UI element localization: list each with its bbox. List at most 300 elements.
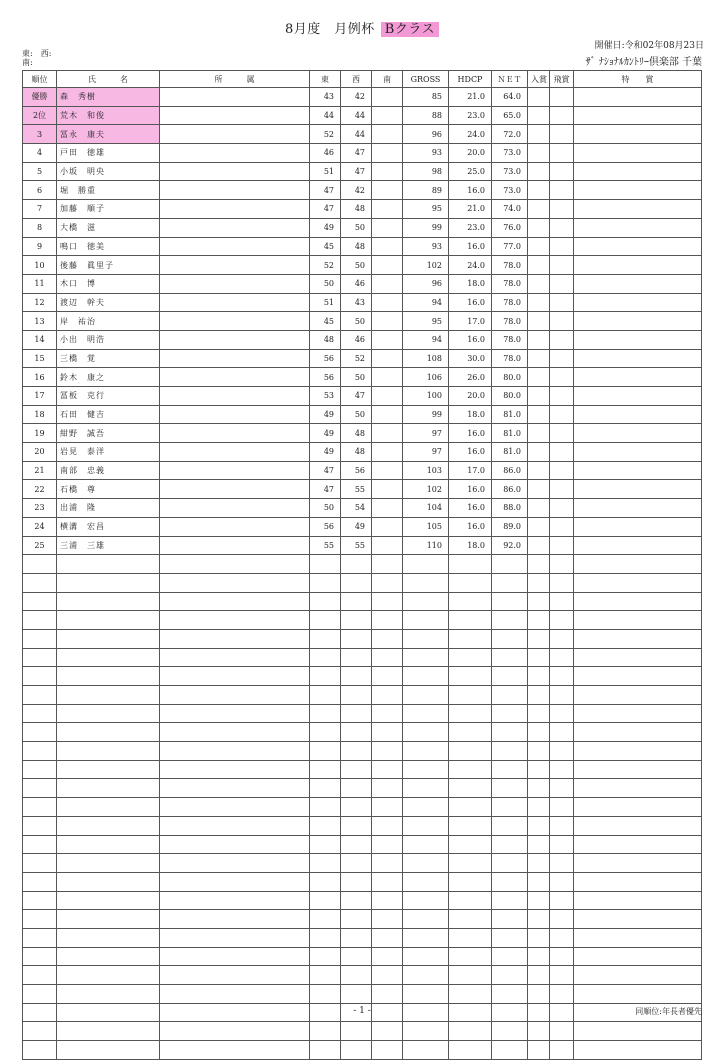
hdcp-value: 16.0 bbox=[449, 499, 492, 518]
west-score: 47 bbox=[341, 387, 372, 406]
name bbox=[57, 704, 160, 723]
gross-score bbox=[403, 947, 449, 966]
west-score: 55 bbox=[341, 480, 372, 499]
east-score bbox=[310, 629, 341, 648]
east-score bbox=[310, 686, 341, 705]
flight-prize-mark bbox=[550, 742, 574, 761]
table-row bbox=[23, 742, 702, 761]
net-score bbox=[492, 891, 528, 910]
affiliation bbox=[160, 667, 310, 686]
net-score bbox=[492, 779, 528, 798]
name bbox=[57, 891, 160, 910]
net-score: 78.0 bbox=[492, 312, 528, 331]
hdcp-value: 16.0 bbox=[449, 443, 492, 462]
east-score: 50 bbox=[310, 274, 341, 293]
hdcp-value: 16.0 bbox=[449, 330, 492, 349]
east-score bbox=[310, 555, 341, 574]
east-score: 56 bbox=[310, 349, 341, 368]
east-score bbox=[310, 667, 341, 686]
east-score: 49 bbox=[310, 218, 341, 237]
flight-prize-mark bbox=[550, 629, 574, 648]
gross-score bbox=[403, 742, 449, 761]
net-score: 74.0 bbox=[492, 200, 528, 219]
special-prize bbox=[574, 480, 702, 499]
affiliation bbox=[160, 891, 310, 910]
hdcp-value: 30.0 bbox=[449, 349, 492, 368]
rank bbox=[23, 667, 57, 686]
hdcp-value: 17.0 bbox=[449, 461, 492, 480]
special-prize bbox=[574, 854, 702, 873]
prize-mark bbox=[528, 125, 550, 144]
table-row bbox=[23, 629, 702, 648]
gross-score: 108 bbox=[403, 349, 449, 368]
rank: 21 bbox=[23, 461, 57, 480]
name bbox=[57, 573, 160, 592]
south-score bbox=[372, 125, 403, 144]
name: 加藤 順子 bbox=[57, 200, 160, 219]
name bbox=[57, 742, 160, 761]
results-table bbox=[22, 70, 702, 1060]
special-prize bbox=[574, 387, 702, 406]
table-row bbox=[23, 200, 702, 219]
south-score bbox=[372, 835, 403, 854]
special-prize bbox=[574, 779, 702, 798]
name: 渡辺 幹夫 bbox=[57, 293, 160, 312]
flight-prize-mark bbox=[550, 181, 574, 200]
net-score: 65.0 bbox=[492, 106, 528, 125]
gross-score: 98 bbox=[403, 162, 449, 181]
prize-mark bbox=[528, 88, 550, 107]
table-row bbox=[23, 144, 702, 163]
gross-score bbox=[403, 872, 449, 891]
affiliation bbox=[160, 835, 310, 854]
hdcp-value bbox=[449, 966, 492, 985]
flight-prize-mark bbox=[550, 555, 574, 574]
affiliation bbox=[160, 966, 310, 985]
gross-score: 102 bbox=[403, 480, 449, 499]
prize-mark bbox=[528, 144, 550, 163]
south-score bbox=[372, 443, 403, 462]
hdcp-value: 20.0 bbox=[449, 144, 492, 163]
tie-note: 同順位:年長者優先 bbox=[635, 1007, 702, 1016]
special-prize bbox=[574, 106, 702, 125]
east-score: 45 bbox=[310, 312, 341, 331]
affiliation bbox=[160, 88, 310, 107]
name: 三浦 三雄 bbox=[57, 536, 160, 555]
net-score bbox=[492, 835, 528, 854]
east-score bbox=[310, 1041, 341, 1060]
affiliation bbox=[160, 742, 310, 761]
hdcp-value bbox=[449, 910, 492, 929]
prize-mark bbox=[528, 555, 550, 574]
hdcp-value bbox=[449, 611, 492, 630]
rank: 15 bbox=[23, 349, 57, 368]
special-prize bbox=[574, 144, 702, 163]
hdcp-value: 24.0 bbox=[449, 256, 492, 275]
special-prize bbox=[574, 330, 702, 349]
east-score: 52 bbox=[310, 256, 341, 275]
gross-score: 96 bbox=[403, 274, 449, 293]
prize-mark bbox=[528, 573, 550, 592]
hdcp-value: 20.0 bbox=[449, 387, 492, 406]
affiliation bbox=[160, 162, 310, 181]
net-score bbox=[492, 1022, 528, 1041]
flight-prize-mark bbox=[550, 368, 574, 387]
west-score bbox=[341, 573, 372, 592]
affiliation bbox=[160, 854, 310, 873]
prize-mark bbox=[528, 461, 550, 480]
rank bbox=[23, 928, 57, 947]
hdcp-value: 23.0 bbox=[449, 106, 492, 125]
west-score: 48 bbox=[341, 443, 372, 462]
east-score: 49 bbox=[310, 443, 341, 462]
table-row bbox=[23, 424, 702, 443]
flight-prize-mark bbox=[550, 985, 574, 1004]
rank: 13 bbox=[23, 312, 57, 331]
rank: 11 bbox=[23, 274, 57, 293]
rank bbox=[23, 985, 57, 1004]
special-prize bbox=[574, 592, 702, 611]
gross-score bbox=[403, 648, 449, 667]
page-number: - 1 - bbox=[353, 1006, 371, 1016]
column-header: 飛賞 bbox=[550, 71, 574, 88]
prize-mark bbox=[528, 1041, 550, 1060]
hdcp-value bbox=[449, 667, 492, 686]
name bbox=[57, 667, 160, 686]
east-score bbox=[310, 704, 341, 723]
south-score bbox=[372, 274, 403, 293]
south-score bbox=[372, 144, 403, 163]
south-score bbox=[372, 387, 403, 406]
table-row bbox=[23, 218, 702, 237]
special-prize bbox=[574, 704, 702, 723]
east-score: 49 bbox=[310, 405, 341, 424]
affiliation bbox=[160, 499, 310, 518]
east-score bbox=[310, 760, 341, 779]
table-row bbox=[23, 760, 702, 779]
south-score bbox=[372, 499, 403, 518]
gross-score bbox=[403, 891, 449, 910]
table-row bbox=[23, 106, 702, 125]
prize-mark bbox=[528, 872, 550, 891]
net-score bbox=[492, 1041, 528, 1060]
prize-mark bbox=[528, 200, 550, 219]
rank: 20 bbox=[23, 443, 57, 462]
prize-mark bbox=[528, 910, 550, 929]
name bbox=[57, 760, 160, 779]
net-score bbox=[492, 854, 528, 873]
gross-score bbox=[403, 1041, 449, 1060]
flight-prize-mark bbox=[550, 237, 574, 256]
gross-score: 93 bbox=[403, 144, 449, 163]
flight-prize-mark bbox=[550, 218, 574, 237]
rank bbox=[23, 798, 57, 817]
west-score bbox=[341, 891, 372, 910]
net-score bbox=[492, 629, 528, 648]
gross-score bbox=[403, 910, 449, 929]
rank bbox=[23, 947, 57, 966]
name bbox=[57, 648, 160, 667]
hdcp-value: 16.0 bbox=[449, 181, 492, 200]
rank: 23 bbox=[23, 499, 57, 518]
net-score: 78.0 bbox=[492, 293, 528, 312]
east-score: 47 bbox=[310, 461, 341, 480]
flight-prize-mark bbox=[550, 854, 574, 873]
south-score bbox=[372, 872, 403, 891]
east-score bbox=[310, 854, 341, 873]
affiliation bbox=[160, 274, 310, 293]
prize-mark bbox=[528, 312, 550, 331]
gross-score bbox=[403, 928, 449, 947]
west-score bbox=[341, 611, 372, 630]
west-score: 50 bbox=[341, 312, 372, 331]
hdcp-value bbox=[449, 816, 492, 835]
special-prize bbox=[574, 667, 702, 686]
net-score bbox=[492, 798, 528, 817]
special-prize bbox=[574, 517, 702, 536]
south-score bbox=[372, 1022, 403, 1041]
prize-mark bbox=[528, 928, 550, 947]
gross-score bbox=[403, 966, 449, 985]
special-prize bbox=[574, 1041, 702, 1060]
net-score: 88.0 bbox=[492, 499, 528, 518]
rank bbox=[23, 779, 57, 798]
east-score: 51 bbox=[310, 293, 341, 312]
table-row bbox=[23, 1041, 702, 1060]
west-score bbox=[341, 835, 372, 854]
name bbox=[57, 798, 160, 817]
table-row bbox=[23, 723, 702, 742]
gross-score bbox=[403, 760, 449, 779]
west-score: 46 bbox=[341, 274, 372, 293]
south-score bbox=[372, 573, 403, 592]
name: 大橋 滋 bbox=[57, 218, 160, 237]
net-score: 92.0 bbox=[492, 536, 528, 555]
net-score: 86.0 bbox=[492, 461, 528, 480]
affiliation bbox=[160, 330, 310, 349]
rank: 25 bbox=[23, 536, 57, 555]
name bbox=[57, 555, 160, 574]
affiliation bbox=[160, 443, 310, 462]
table-row bbox=[23, 1022, 702, 1041]
prize-mark bbox=[528, 723, 550, 742]
hdcp-value: 18.0 bbox=[449, 536, 492, 555]
affiliation bbox=[160, 461, 310, 480]
gross-score: 95 bbox=[403, 200, 449, 219]
name bbox=[57, 816, 160, 835]
affiliation bbox=[160, 349, 310, 368]
south-score bbox=[372, 985, 403, 1004]
flight-prize-mark bbox=[550, 573, 574, 592]
west-score: 44 bbox=[341, 106, 372, 125]
hdcp-value: 23.0 bbox=[449, 218, 492, 237]
column-header: 入賞 bbox=[528, 71, 550, 88]
table-row bbox=[23, 125, 702, 144]
east-score bbox=[310, 835, 341, 854]
prize-mark bbox=[528, 1022, 550, 1041]
prize-mark bbox=[528, 667, 550, 686]
flight-prize-mark bbox=[550, 517, 574, 536]
affiliation bbox=[160, 106, 310, 125]
gross-score bbox=[403, 854, 449, 873]
flight-prize-mark bbox=[550, 667, 574, 686]
east-score: 47 bbox=[310, 480, 341, 499]
special-prize bbox=[574, 424, 702, 443]
name: 横溝 宏昌 bbox=[57, 517, 160, 536]
affiliation bbox=[160, 910, 310, 929]
net-score: 73.0 bbox=[492, 162, 528, 181]
east-score: 48 bbox=[310, 330, 341, 349]
flight-prize-mark bbox=[550, 592, 574, 611]
rank: 18 bbox=[23, 405, 57, 424]
gross-score bbox=[403, 667, 449, 686]
name bbox=[57, 629, 160, 648]
affiliation bbox=[160, 985, 310, 1004]
table-row bbox=[23, 648, 702, 667]
table-row bbox=[23, 966, 702, 985]
name bbox=[57, 686, 160, 705]
west-score: 44 bbox=[341, 125, 372, 144]
hdcp-value bbox=[449, 686, 492, 705]
special-prize bbox=[574, 461, 702, 480]
prize-mark bbox=[528, 499, 550, 518]
affiliation bbox=[160, 218, 310, 237]
prize-mark bbox=[528, 368, 550, 387]
net-score: 72.0 bbox=[492, 125, 528, 144]
table-row bbox=[23, 854, 702, 873]
gross-score bbox=[403, 555, 449, 574]
column-header: 所 属 bbox=[160, 71, 310, 88]
hdcp-value bbox=[449, 891, 492, 910]
table-row bbox=[23, 816, 702, 835]
net-score bbox=[492, 704, 528, 723]
south-score bbox=[372, 760, 403, 779]
west-score bbox=[341, 816, 372, 835]
rank: 8 bbox=[23, 218, 57, 237]
east-score bbox=[310, 573, 341, 592]
hdcp-value bbox=[449, 928, 492, 947]
hdcp-value bbox=[449, 985, 492, 1004]
affiliation bbox=[160, 181, 310, 200]
west-score: 47 bbox=[341, 144, 372, 163]
table-row bbox=[23, 928, 702, 947]
special-prize bbox=[574, 536, 702, 555]
west-score: 48 bbox=[341, 424, 372, 443]
east-score bbox=[310, 966, 341, 985]
rank: 2位 bbox=[23, 106, 57, 125]
hdcp-value bbox=[449, 798, 492, 817]
name bbox=[57, 723, 160, 742]
south-score bbox=[372, 218, 403, 237]
hdcp-value bbox=[449, 573, 492, 592]
east-score: 56 bbox=[310, 517, 341, 536]
affiliation bbox=[160, 405, 310, 424]
net-score bbox=[492, 573, 528, 592]
affiliation bbox=[160, 555, 310, 574]
net-score: 77.0 bbox=[492, 237, 528, 256]
gross-score bbox=[403, 592, 449, 611]
prize-mark bbox=[528, 480, 550, 499]
prize-mark bbox=[528, 966, 550, 985]
prize-mark bbox=[528, 891, 550, 910]
south-score bbox=[372, 910, 403, 929]
prize-mark bbox=[528, 237, 550, 256]
south-score bbox=[372, 1041, 403, 1060]
prize-mark bbox=[528, 611, 550, 630]
gross-score: 110 bbox=[403, 536, 449, 555]
column-header: HDCP bbox=[449, 71, 492, 88]
net-score bbox=[492, 611, 528, 630]
net-score bbox=[492, 947, 528, 966]
prize-mark bbox=[528, 704, 550, 723]
south-score bbox=[372, 891, 403, 910]
special-prize bbox=[574, 928, 702, 947]
net-score: 73.0 bbox=[492, 144, 528, 163]
west-score bbox=[341, 704, 372, 723]
east-score bbox=[310, 872, 341, 891]
south-score bbox=[372, 742, 403, 761]
south-score bbox=[372, 181, 403, 200]
prize-mark bbox=[528, 443, 550, 462]
south-score bbox=[372, 611, 403, 630]
hdcp-value bbox=[449, 1041, 492, 1060]
flight-prize-mark bbox=[550, 704, 574, 723]
special-prize bbox=[574, 723, 702, 742]
prize-mark bbox=[528, 405, 550, 424]
west-score: 42 bbox=[341, 88, 372, 107]
east-score: 56 bbox=[310, 368, 341, 387]
table-row bbox=[23, 274, 702, 293]
special-prize bbox=[574, 947, 702, 966]
affiliation bbox=[160, 760, 310, 779]
name: 小出 明浩 bbox=[57, 330, 160, 349]
flight-prize-mark bbox=[550, 723, 574, 742]
rank bbox=[23, 760, 57, 779]
south-label: 南: bbox=[22, 58, 33, 67]
rank bbox=[23, 835, 57, 854]
net-score bbox=[492, 760, 528, 779]
net-score bbox=[492, 648, 528, 667]
net-score: 81.0 bbox=[492, 424, 528, 443]
west-score bbox=[341, 910, 372, 929]
rank: 24 bbox=[23, 517, 57, 536]
hdcp-value bbox=[449, 723, 492, 742]
affiliation bbox=[160, 536, 310, 555]
south-score bbox=[372, 88, 403, 107]
west-score bbox=[341, 798, 372, 817]
flight-prize-mark bbox=[550, 387, 574, 406]
prize-mark bbox=[528, 181, 550, 200]
flight-prize-mark bbox=[550, 424, 574, 443]
net-score: 64.0 bbox=[492, 88, 528, 107]
affiliation bbox=[160, 1022, 310, 1041]
flight-prize-mark bbox=[550, 461, 574, 480]
net-score: 80.0 bbox=[492, 368, 528, 387]
gross-score: 106 bbox=[403, 368, 449, 387]
name: 鈴木 康之 bbox=[57, 368, 160, 387]
name: 木口 博 bbox=[57, 274, 160, 293]
gross-score bbox=[403, 779, 449, 798]
name bbox=[57, 910, 160, 929]
south-score bbox=[372, 293, 403, 312]
west-score bbox=[341, 985, 372, 1004]
affiliation bbox=[160, 947, 310, 966]
prize-mark bbox=[528, 947, 550, 966]
rank bbox=[23, 854, 57, 873]
special-prize bbox=[574, 891, 702, 910]
west-score bbox=[341, 1022, 372, 1041]
gross-score: 93 bbox=[403, 237, 449, 256]
